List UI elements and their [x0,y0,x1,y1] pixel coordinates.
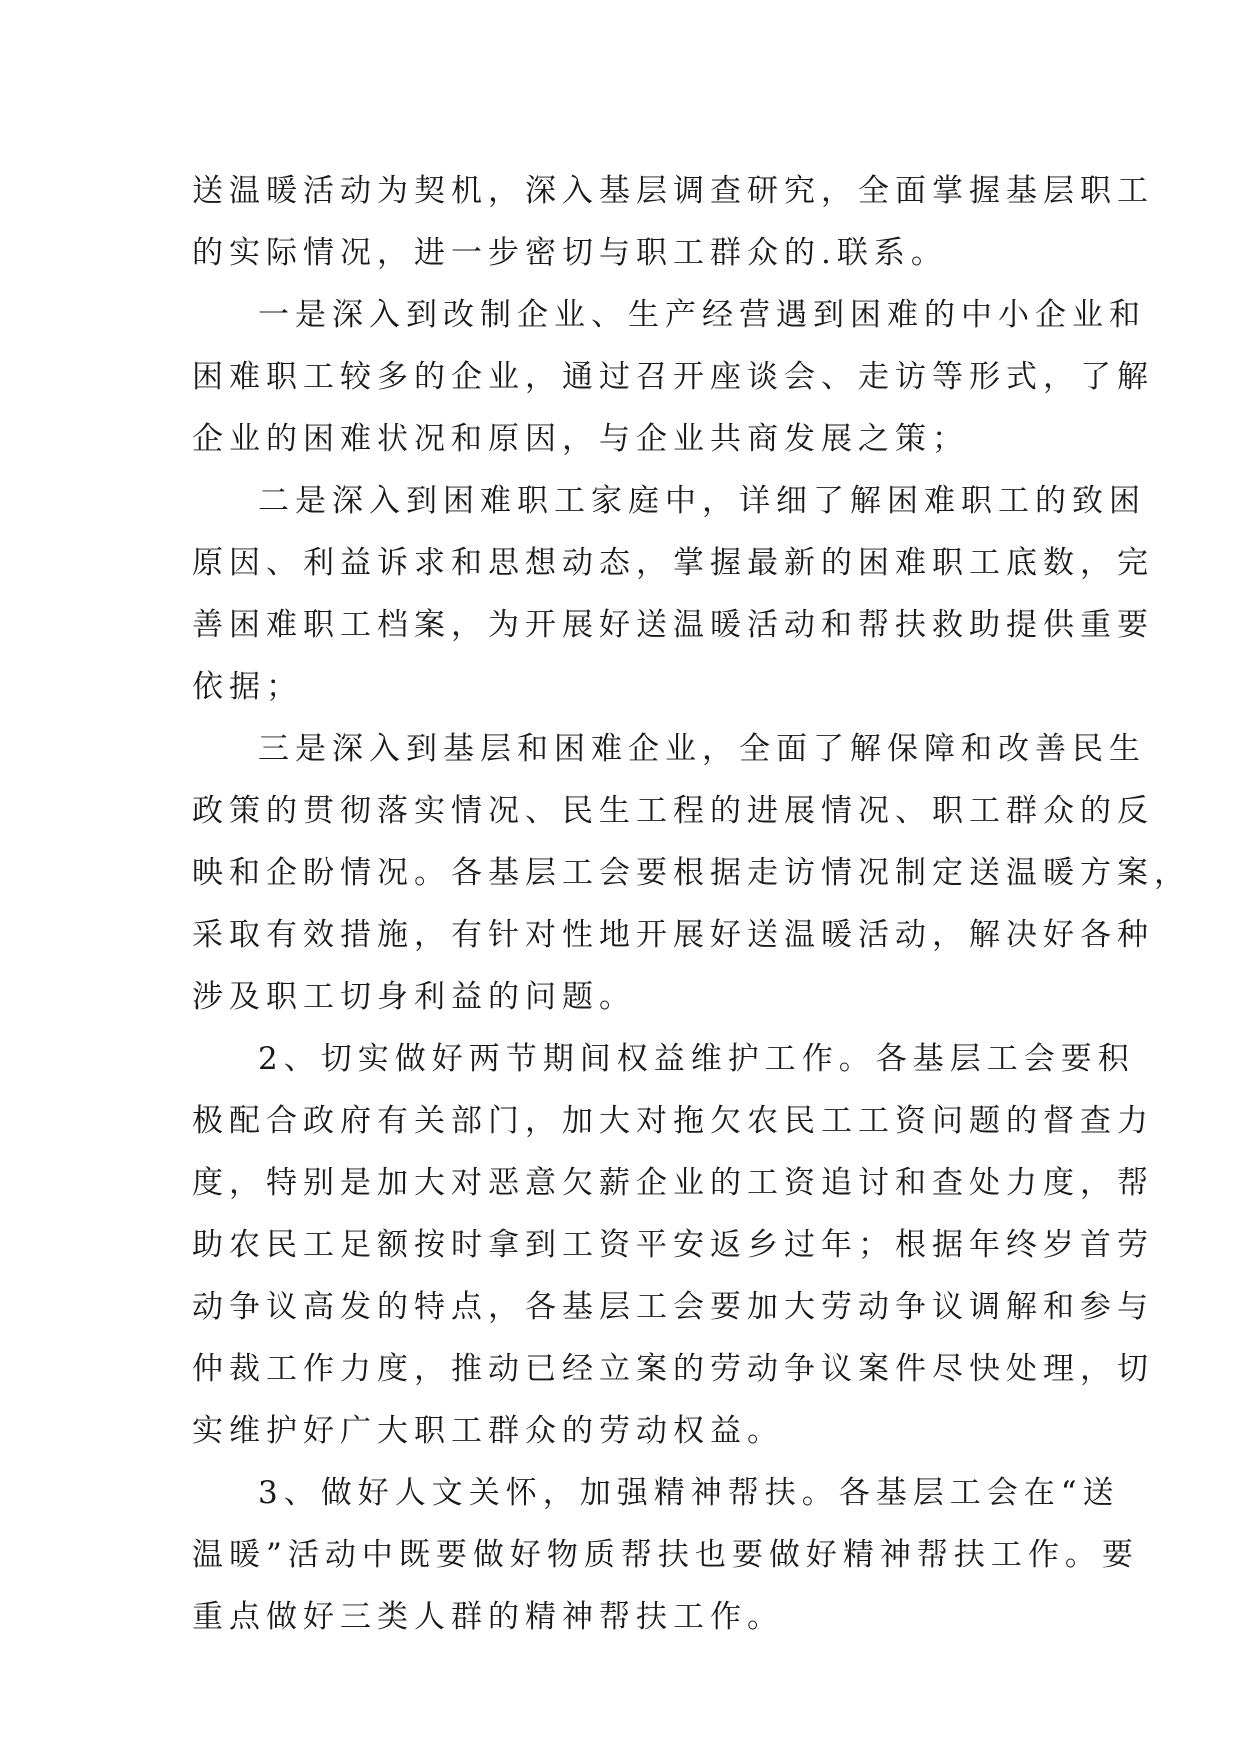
text-line: 送温暖活动为契机，深入基层调查研究，全面掌握基层职工 [192,173,1154,209]
text-line: 极配合政府有关部门，加大对拖欠农民工工资问题的督查力 [192,1103,1154,1139]
text-line: 困难职工较多的企业，通过召开座谈会、走访等形式，了解 [192,359,1154,395]
text-line: 动争议高发的特点，各基层工会要加大劳动争议调解和参与 [192,1289,1154,1325]
document-body [192,160,1191,1648]
text-line: 涉及职工切身利益的问题。 [192,979,636,1015]
paragraph-first-line: 一是深入到改制企业、生产经营遇到困难的中小企业和 [258,297,1146,333]
text-line: 的实际情况，进一步密切与职工群众的.联系。 [192,235,948,271]
text-line: 采取有效措施，有针对性地开展好送温暖活动，解决好各种 [192,917,1154,953]
paragraph-first-line: 3、做好人文关怀，加强精神帮扶。各基层工会在“送 [258,1475,1120,1511]
text-line: 善困难职工档案，为开展好送温暖活动和帮扶救助提供重要 [192,607,1154,643]
paragraph-first-line: 二是深入到困难职工家庭中，详细了解困难职工的致困 [258,483,1146,519]
text-line: 映和企盼情况。各基层工会要根据走访情况制定送温暖方案， [192,855,1191,891]
text-line: 度，特别是加大对恶意欠薪企业的工资追讨和查处力度，帮 [192,1165,1154,1201]
paragraph-first-line: 2、切实做好两节期间权益维护工作。各基层工会要积 [258,1041,1135,1077]
text-line: 原因、利益诉求和思想动态，掌握最新的困难职工底数，完 [192,545,1154,581]
text-line: 依据； [192,669,303,705]
text-line: 仲裁工作力度，推动已经立案的劳动争议案件尽快处理，切 [192,1351,1154,1387]
text-line: 温暖”活动中既要做好物质帮扶也要做好精神帮扶工作。要 [192,1537,1139,1573]
text-line: 企业的困难状况和原因，与企业共商发展之策； [192,421,969,457]
text-line: 实维护好广大职工群众的劳动权益。 [192,1413,784,1449]
paragraph-first-line: 三是深入到基层和困难企业，全面了解保障和改善民生 [258,731,1146,767]
text-line: 政策的贯彻落实情况、民生工程的进展情况、职工群众的反 [192,793,1154,829]
text-line: 重点做好三类人群的精神帮扶工作。 [192,1599,784,1635]
text-line: 助农民工足额按时拿到工资平安返乡过年；根据年终岁首劳 [192,1227,1154,1263]
